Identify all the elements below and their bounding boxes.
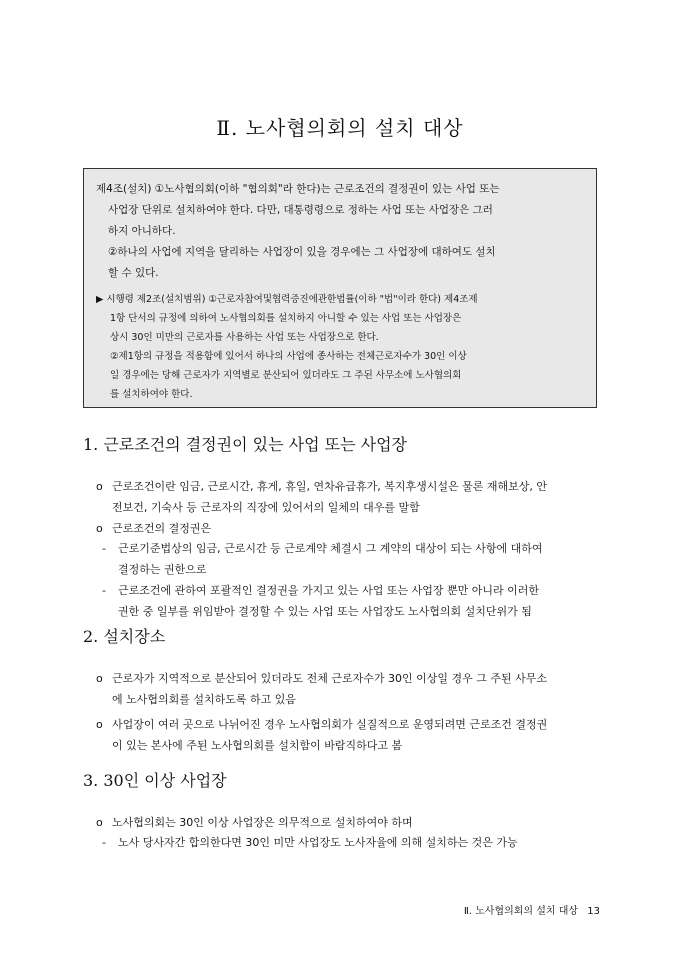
law-excerpt-box xyxy=(83,168,597,408)
page-number: 13 xyxy=(587,906,600,917)
page-title: Ⅱ. 노사협의회의 설치 대상 xyxy=(216,116,464,140)
article-line: ②하나의 사업에 지역을 달리하는 사업장이 있을 경우에는 그 사업장에 대하여도 설치 xyxy=(108,246,496,258)
article-line: 제4조(설치) ①노사협의회(이하 "협의회"라 한다)는 근로조건의 결정권이 있는 사업 또는 xyxy=(96,183,500,195)
section-heading: 3. 30인 이상 사업장 xyxy=(83,771,227,790)
page-footer xyxy=(420,902,600,917)
decree-line: 1항 단서의 규정에 의하여 노사협의회를 설치하지 아니할 수 있는 사업 또는 사업장은 xyxy=(110,313,462,324)
list-item: o 사업장이 여러 곳으로 나뉘어진 경우 노사협의회가 실질적으로 운영되려면 근로조건 결정권 이 있는 본사에 주된 노사협의회를 설치함이 바람직하다고 봄 xyxy=(96,718,548,752)
section-heading: 1. 근로조건의 결정권이 있는 사업 또는 사업장 xyxy=(83,435,407,454)
article-line: 할 수 있다. xyxy=(108,267,159,279)
footer-chapter: Ⅱ. 노사협의회의 설치 대상 xyxy=(463,906,579,917)
article-line: 사업장 단위로 설치하여야 한다. 다만, 대통령령으로 정하는 사업 또는 사업장은 그러 xyxy=(108,204,493,216)
list-item: o 근로조건이란 임금, 근로시간, 휴게, 휴일, 연차유급휴가, 복지후생시설은 물론 재해보상, 안 전보건, 기숙사 등 근로자의 직장에 있어서의 일체의 대우를 말함 xyxy=(96,480,547,514)
section-heading: 2. 설치장소 xyxy=(83,627,166,646)
decree-line: ▶ 시행령 제2조(설치범위) ①근로자참여및협력증진에관한법률(이하 "법"이라 한다) 제4조제 xyxy=(96,294,478,305)
list-item: - 노사 당사자간 합의한다면 30인 미만 사업장도 노사자율에 의해 설치하는 것은 가능 xyxy=(102,836,518,849)
list-item: o 근로조건의 결정권은 xyxy=(96,522,212,535)
list-item: o 노사협의회는 30인 이상 사업장은 의무적으로 설치하여야 하며 xyxy=(96,816,413,829)
decree-line: 를 설치하여야 한다. xyxy=(110,389,193,400)
decree-line: 상시 30인 미만의 근로자를 사용하는 사업 또는 사업장으로 한다. xyxy=(110,332,379,343)
article-line: 하지 아니하다. xyxy=(108,225,176,237)
list-item: o 근로자가 지역적으로 분산되어 있더라도 전체 근로자수가 30인 이상일 경우 그 주된 사무소 에 노사협의회를 설치하도록 하고 있음 xyxy=(96,672,547,706)
decree-line: ②제1항의 규정을 적용함에 있어서 하나의 사업에 종사하는 전체근로자수가 30인 이상 xyxy=(110,351,467,362)
decree-line: 일 경우에는 당해 근로자가 지역별로 분산되어 있더라도 그 주된 사무소에 노사협의회 xyxy=(110,370,462,381)
list-item: - 근로조건에 관하여 포괄적인 결정권을 가지고 있는 사업 또는 사업장 뿐만 아니라 이러한 권한 중 일부를 위임받아 결정할 수 있는 사업 또는 사업장도 노사협의회 설치단위가 됨 xyxy=(102,584,539,618)
list-item: - 근로기준법상의 임금, 근로시간 등 근로계약 체결시 그 계약의 대상이 되는 사항에 대하여 결정하는 권한으로 xyxy=(102,542,543,576)
